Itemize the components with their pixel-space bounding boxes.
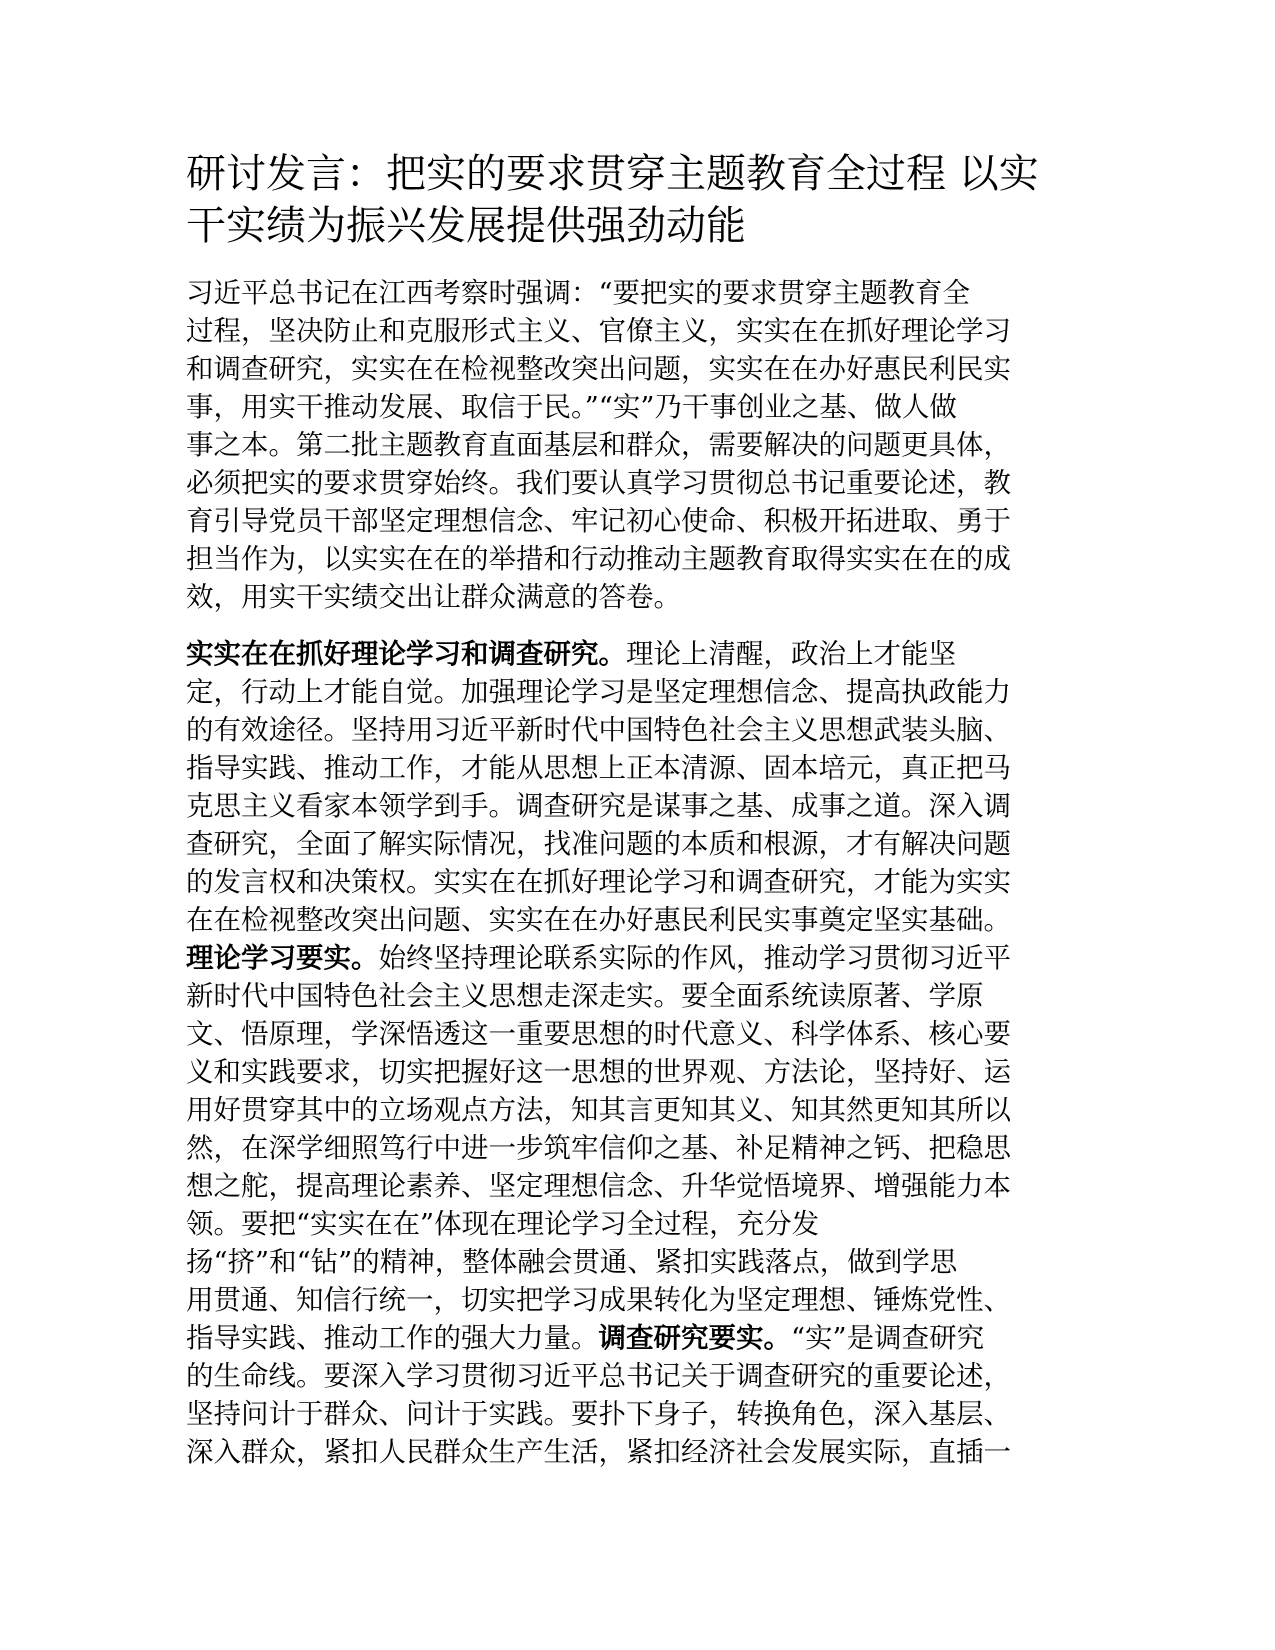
subheading-theory-study: 理论学习要实。	[186, 942, 379, 974]
document-title: 研讨发言：把实的要求贯穿主题教育全过程 以实 干实绩为振兴发展提供强劲动能	[186, 151, 1039, 249]
section-body-text-c: “实”是调查研究 的生命线。要深入学习贯彻习近平总书记关于调查研究的重要论述， 坚持问计于群众、问计于实践。要扑下身子，转换角色，深入基层、 深入群众，紧扣人民群众生产生活，紧扣经济社会发展实际，直插一	[186, 1322, 1011, 1468]
section-body-text-a: 理论上清醒，政治上才能坚 定，行动上才能自觉。加强理论学习是坚定理想信念、提高执政能力 的有效途径。坚持用习近平新时代中国特色社会主义思想武装头脑、 指导实践、推动工作，才能从思想上正本清源、固本培元，真正把马 克思主义看家本领学到手。调查研究是谋事之基、成事之道。深入调 查研究，全面了解实际情况，找准问题的本质和根源，才有解决问题 的发言权和决策权。实实在在抓好理论学习和调查研究，才能为实实 在在检视整改突出问题、实实在在办好惠民利民实事奠定坚实基础。	[186, 638, 1011, 936]
subheading-investigation: 调查研究要实。	[598, 1322, 791, 1354]
intro-paragraph: 习近平总书记在江西考察时强调：“要把实的要求贯穿主题教育全 过程，坚决防止和克服形式主义、官僚主义，实实在在抓好理论学习 和调查研究，实实在在检视整改突出问题，实实在在办好惠民利民实 事，用实干推动发展、取信于民。”“实”乃干事创业之基、做人做 事之本。第二批主题教育直面基层和群众，需要解决的问题更具体， 必须把实的要求贯穿始终。我们要认真学习贯彻总书记重要论述，教 育引导党员干部坚定理想信念、牢记初心使命、积极开拓进取、勇于 担当作为，以实实在在的举措和行动推动主题教育取得实实在在的成 效，用实干实绩交出让群众满意的答卷。	[186, 277, 1011, 613]
section-paragraph	[186, 635, 1066, 1471]
section-heading-study-and-research: 实实在在抓好理论学习和调查研究。	[186, 638, 626, 670]
section-body-text-b: 始终坚持理论联系实际的作风，推动学习贯彻习近平 新时代中国特色社会主义思想走深走实。要全面系统读原著、学原 文、悟原理，学深悟透这一重要思想的时代意义、科学体系、核心要 义和实践要求，切实把握好这一思想的世界观、方法论，坚持好、运 用好贯穿其中的立场观点方法，知其言更知其义、知其然更知其所以 然，在深学细照笃行中进一步筑牢信仰之基、补足精神之钙、把稳思 想之舵，提高理论素养、坚定理想信念、升华觉悟境界、增强能力本 领。要把“实实在在”体现在理论学习全过程，充分发 扬“挤”和“钻”的精神，整体融会贯通、紧扣实践落点，做到学思 用贯通、知信行统一，切实把学习成果转化为坚定理想、锤炼党性、 指导实践、推动工作的强大力量。	[186, 942, 1011, 1354]
